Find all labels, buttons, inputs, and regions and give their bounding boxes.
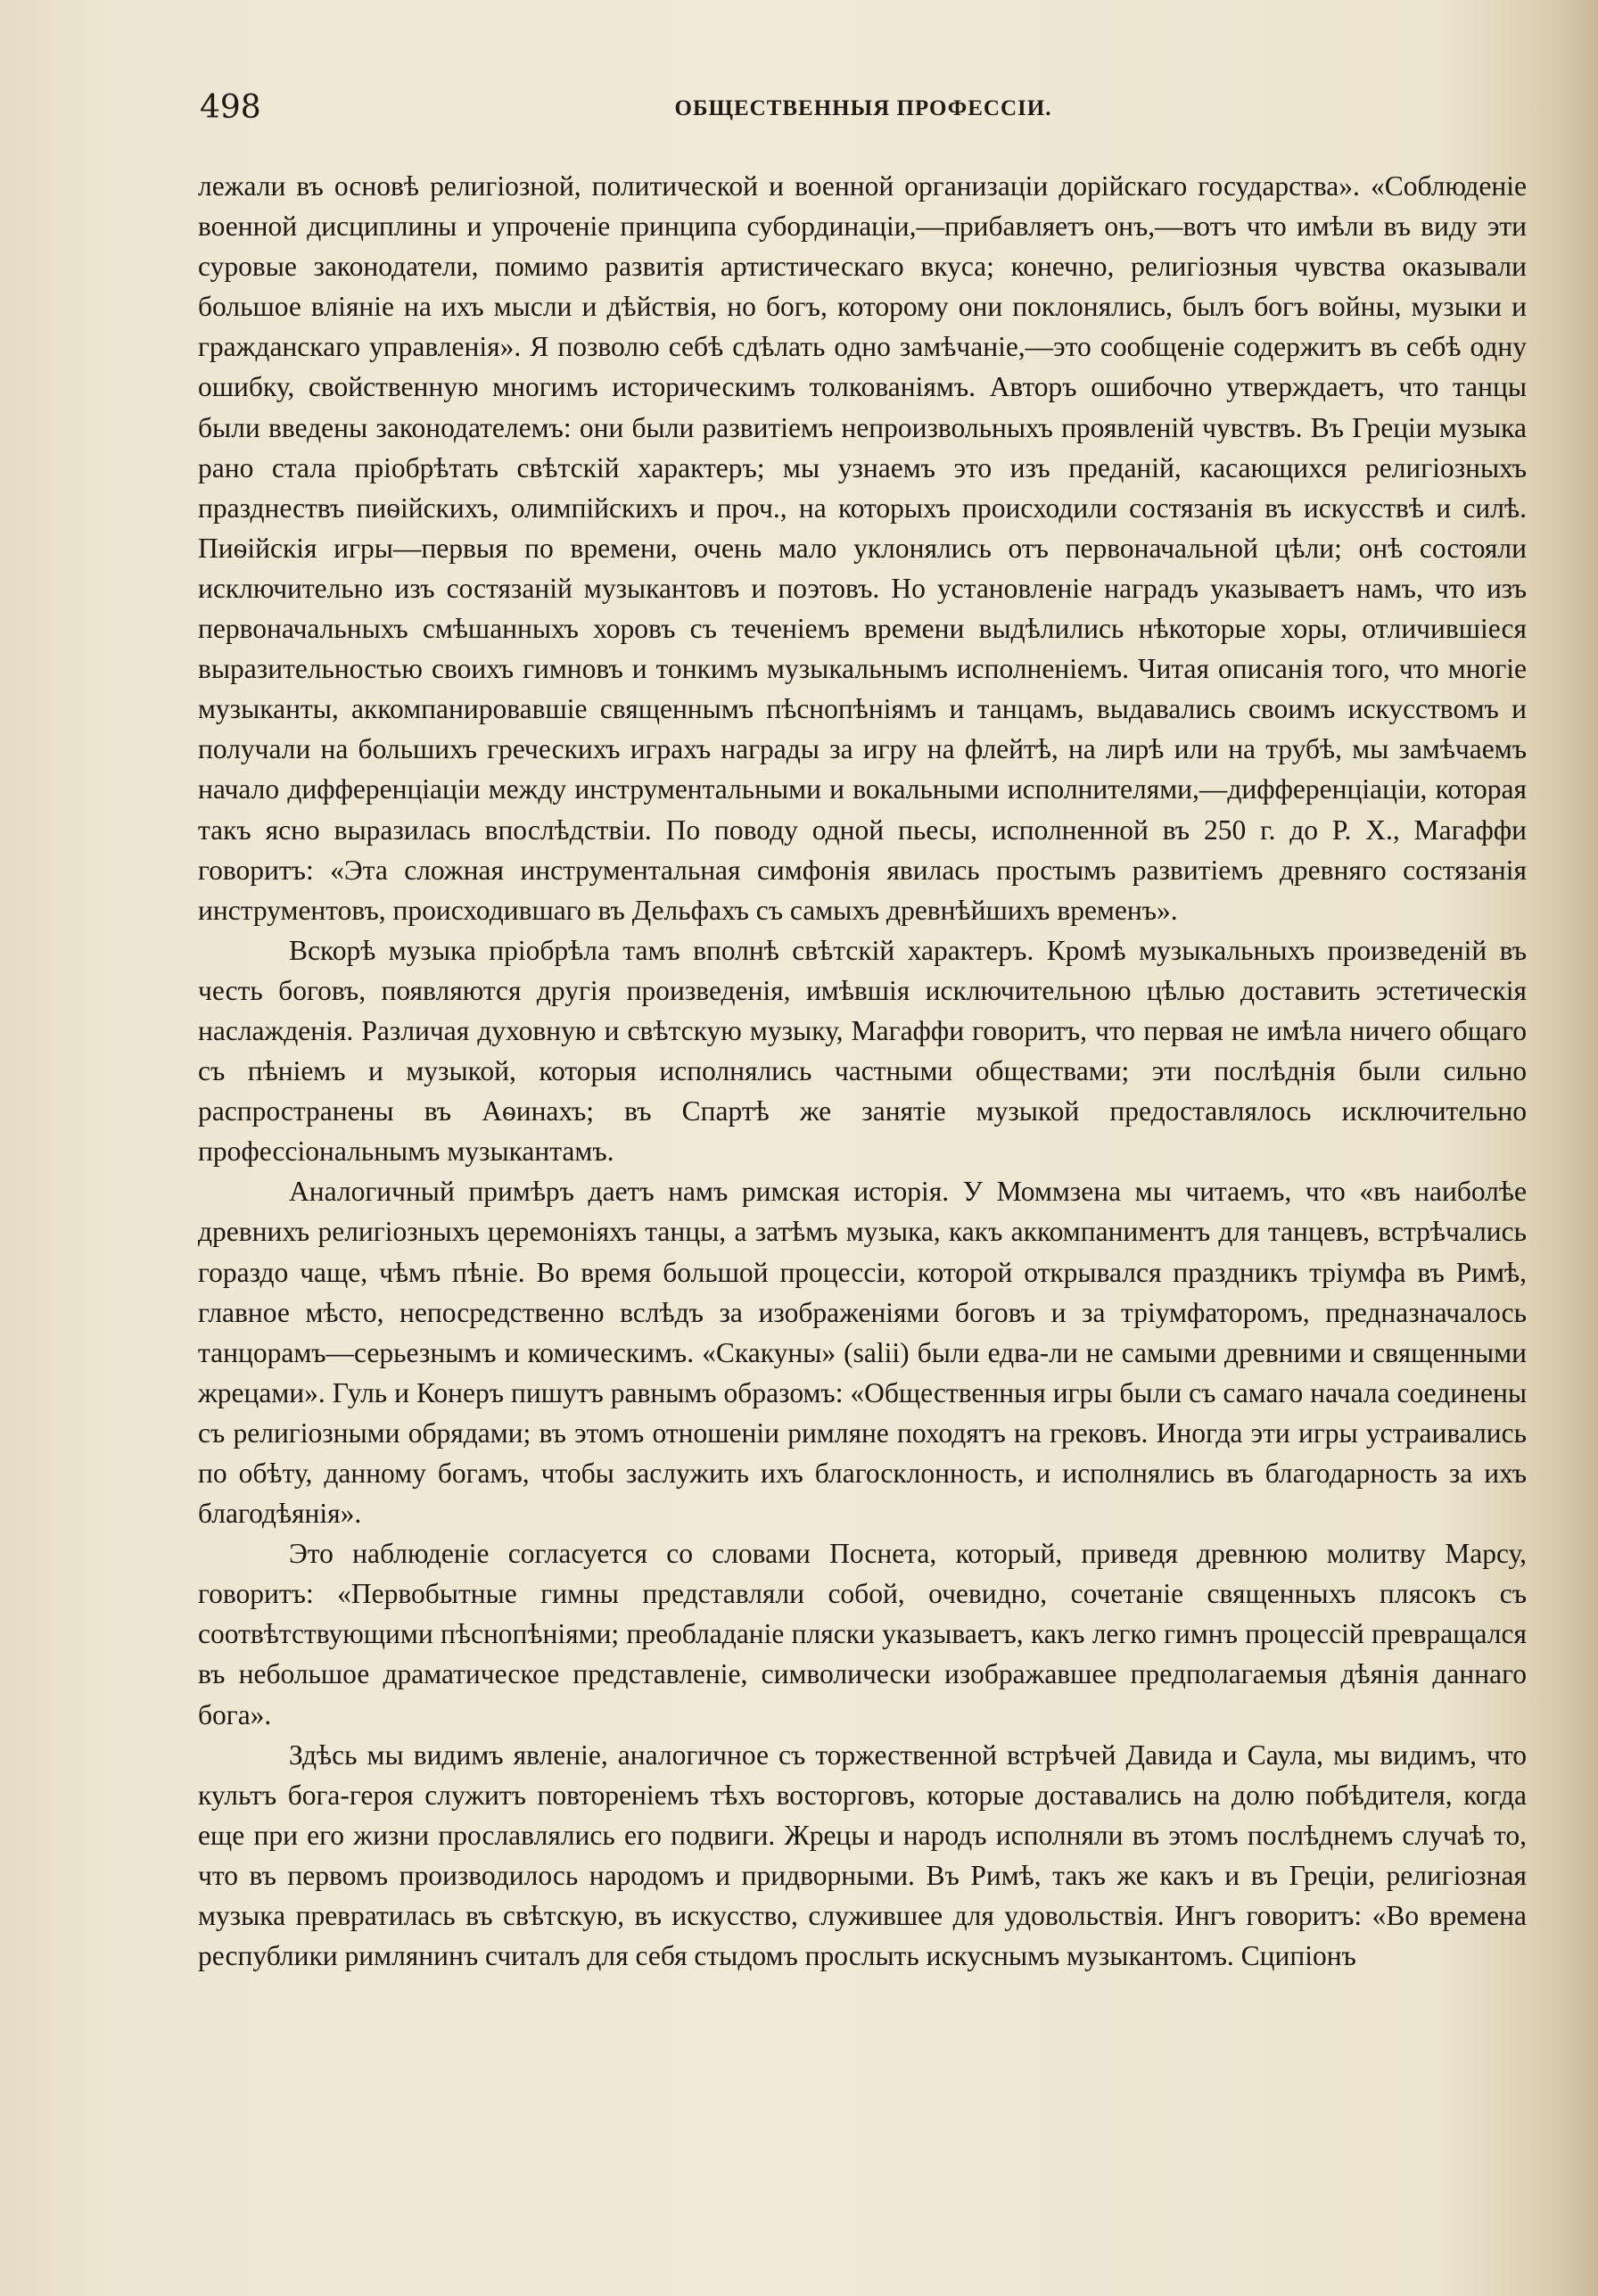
paragraph-continuation: лежали въ основѣ религіозной, политической и военной организаціи дорійскаго государства». «Соблюденіе военной дисциплины и упроченіе принципа субординаціи,—прибавляетъ онъ,—вотъ что имѣли въ виду эти суровые законодатели, помимо развитія артистическаго вкуса; конечно, религіозныя чувства оказывали большое вліяніе на ихъ мысли и дѣйствія, но богъ, которому они поклонялись, былъ богъ войны, музыки и гражданскаго управленія». Я позволю себѣ сдѣлать одно замѣчаніе,—это сообщеніе содержитъ въ себѣ одну ошибку, свойственную многимъ историческимъ толкованіямъ. Авторъ ошибочно утверждаетъ, что танцы были введены законодателемъ: они были развитіемъ непроизвольныхъ проявленій чувствъ. Въ Греціи музыка рано стала пріобрѣтать свѣтскій характеръ; мы узнаемъ это изъ преданій, касающихся религіозныхъ празднествъ пиѳійскихъ, олимпійскихъ и проч., на которыхъ происходили состязанія въ искусствѣ и силѣ. Пиѳійскія игры—первыя по времени, очень мало уклонялись отъ первоначальной цѣли; онѣ состояли исключительно изъ состязаній музыкантовъ и поэтовъ. Но установленіе наградъ указываетъ намъ, что изъ первоначальныхъ смѣшанныхъ хоровъ съ теченіемъ времени выдѣлились нѣкоторые хоры, отличившіеся выразительностью своихъ гимновъ и тонкимъ музыкальнымъ исполненіемъ. Читая описанія того, что многіе музыканты, аккомпанировавшіе священнымъ пѣснопѣніямъ и танцамъ, выдавались своимъ искусствомъ и получали на большихъ греческихъ играхъ награды за игру на флейтѣ, на лирѣ или на трубѣ, мы замѣчаемъ начало дифференціаціи между инструментальными и вокальными исполнителями,—дифференціаціи, которая такъ ясно выразилась впослѣдствіи. По поводу одной пьесы, исполненной въ 250 г. до Р. X., Магаффи говоритъ: «Эта сложная инструментальная симфонія явилась простымъ развитіемъ древняго состязанія инструментовъ, происходившаго въ Дельфахъ съ самыхъ древнѣйшихъ временъ».	[198, 170, 1527, 926]
body-text	[198, 166, 1527, 1976]
paragraph: Аналогичный примѣръ даетъ намъ римская исторія. У Моммзена мы читаемъ, что «въ наиболѣе древнихъ религіозныхъ церемоніяхъ танцы, а затѣмъ музыка, какъ аккомпаниментъ для танцевъ, встрѣчались гораздо чаще, чѣмъ пѣніе. Во время большой процессіи, которой открывался праздникъ тріумфа въ Римѣ, главное мѣсто, непосредственно вслѣдъ за изображеніями боговъ и за тріумфаторомъ, предназначалось танцорамъ—серьезнымъ и комическимъ. «Скакуны» (salii) были едва-ли не самыми древними и священными жрецами». Гуль и Конеръ пишутъ равнымъ образомъ: «Общественныя игры были съ самаго начала соединены съ религіозными обрядами; въ этомъ отношеніи римляне походятъ на грековъ. Иногда эти игры устраивались по обѣту, данному богамъ, чтобы заслужить ихъ благосклонность, и исполнялись въ благодарность за ихъ благодѣянія».	[198, 1176, 1527, 1530]
running-title: ОБЩЕСТВЕННЫЯ ПРОФЕССІИ.	[674, 96, 1052, 120]
page-header	[200, 89, 1527, 132]
page-number: 498	[200, 89, 261, 126]
paragraph: Вскорѣ музыка пріобрѣла тамъ вполнѣ свѣтскій характеръ. Кромѣ музыкальныхъ произведеній въ честь боговъ, появляются другія произведенія, имѣвшія исключительною цѣлью доставить эстетическія наслажденія. Различая духовную и свѣтскую музыку, Магаффи говоритъ, что первая не имѣла ничего общаго съ пѣніемъ и музыкой, которыя исполнялись частными обществами; эти послѣднія были сильно распространены въ Аѳинахъ; въ Спартѣ же занятіе музыкой предоставлялось исключительно профессіональнымъ музыкантамъ.	[198, 934, 1527, 1168]
paragraph: Здѣсь мы видимъ явленіе, аналогичное съ торжественной встрѣчей Давида и Саула, мы видимъ, что культъ бога-героя служитъ повтореніемъ тѣхъ восторговъ, которые доставались на долю побѣдителя, когда еще при его жизни прославлялись его подвиги. Жрецы и народъ исполняли въ этомъ послѣднемъ случаѣ то, что въ первомъ производилось народомъ и придворными. Въ Римѣ, такъ же какъ и въ Греціи, религіозная музыка превратилась въ свѣтскую, въ искусство, служившее для удовольствія. Ингъ говоритъ: «Во времена республики римлянинъ считалъ для себя стыдомъ прослыть искуснымъ музыкантомъ. Сципіонъ	[198, 1739, 1527, 1972]
paragraph: Это наблюденіе согласуется со словами Поснета, который, приведя древнюю молитву Марсу, говоритъ: «Первобытные гимны представляли собой, очевидно, сочетаніе священныхъ плясокъ съ соотвѣтствующими пѣснопѣніями; преобладаніе пляски указываетъ, какъ легко гимнъ процессій превращался въ небольшое драматическое представленіе, символически изображавшее предполагаемыя дѣянія даннаго бога».	[198, 1538, 1527, 1730]
